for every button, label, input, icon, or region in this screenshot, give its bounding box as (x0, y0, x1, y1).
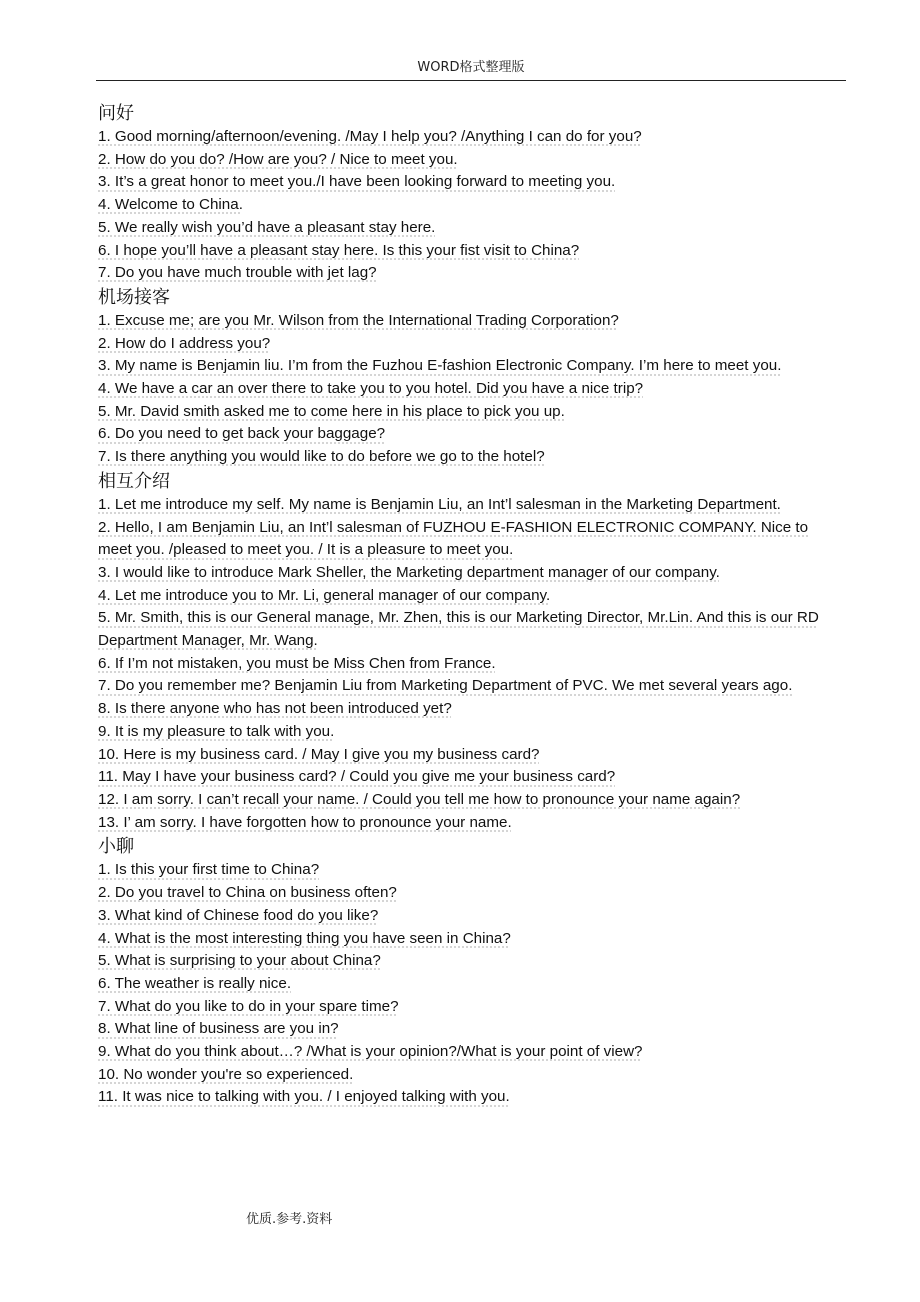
list-item: 12. I am sorry. I can’t recall your name. / Could you tell me how to pronounce your name again? (98, 790, 741, 808)
list-item: 3. I would like to introduce Mark Sheller, the Marketing department manager of our company. (98, 563, 720, 581)
list-item: 1. Excuse me; are you Mr. Wilson from the International Trading Corporation? (98, 311, 619, 329)
list-item: 4. What is the most interesting thing you have seen in China? (98, 929, 511, 947)
list-item: 6. Do you need to get back your baggage? (98, 425, 386, 443)
list-item: 7. What do you like to do in your spare time? (98, 997, 399, 1015)
section-title: 相互介绍 (98, 470, 170, 492)
list-item: 10. No wonder you're so experienced. (98, 1065, 354, 1083)
page-header (96, 58, 846, 81)
list-item: 4. Let me introduce you to Mr. Li, general manager of our company. (98, 586, 551, 604)
section-title: 问好 (98, 103, 134, 124)
list-item: 8. Is there anyone who has not been introduced yet? (98, 700, 452, 718)
list-item: 1. Good morning/afternoon/evening. /May I help you? /Anything I can do for you? (98, 128, 642, 145)
list-item: 6. I hope you’ll have a pleasant stay here. Is this your fist visit to China? (98, 241, 580, 259)
list-item: 13. I’ am sorry. I have forgotten how to pronounce your name. (98, 813, 512, 831)
list-item: 2. Hello, I am Benjamin Liu, an Int’l salesman of FUZHOU E-FASHION ELECTRONIC COMPANY. Nice to meet you. /pleased to meet you. / It is a pleasure to meet you. (98, 518, 809, 559)
list-item: 10. Here is my business card. / May I give you my business card? (98, 745, 540, 763)
document-body (98, 101, 843, 1109)
list-item: 2. How do you do? /How are you? / Nice to meet you. (98, 150, 458, 168)
list-item: 3. It’s a great honor to meet you./I have been looking forward to meeting you. (98, 173, 616, 191)
list-item: 9. What do you think about…? /What is your opinion?/What is your point of view? (98, 1043, 643, 1061)
list-item: 2. Do you travel to China on business often? (98, 884, 397, 902)
page-footer (246, 1210, 332, 1230)
section-introductions (98, 469, 843, 835)
list-item: 7. Do you remember me? Benjamin Liu from Marketing Department of PVC. We met several years ago. (98, 677, 793, 695)
list-item: 4. Welcome to China. (98, 196, 243, 214)
list-item: 11. May I have your business card? / Could you give me your business card? (98, 768, 616, 786)
list-item: 1. Let me introduce my self. My name is Benjamin Liu, an Int’l salesman in the Marketing Department. (98, 495, 781, 513)
list-item: 1. Is this your first time to China? (98, 861, 320, 879)
list-item: 3. What kind of Chinese food do you like? (98, 906, 379, 924)
list-item: 6. The weather is really nice. (98, 974, 292, 992)
list-item: 5. Mr. Smith, this is our General manage, Mr. Zhen, this is our Marketing Director, Mr.Lin. And this is our RD Department Manager, Mr. Wang. (98, 609, 819, 650)
header-title: WORD格式整理版 (417, 60, 525, 75)
section-small-talk (98, 834, 843, 1109)
list-item: 4. We have a car an over there to take you to you hotel. Did you have a nice trip? (98, 380, 644, 398)
list-item: 11. It was nice to talking with you. / I enjoyed talking with you. (98, 1088, 510, 1106)
list-item: 7. Is there anything you would like to do before we go to the hotel? (98, 448, 545, 466)
section-title: 机场接客 (98, 286, 170, 308)
list-item: 5. We really wish you’d have a pleasant stay here. (98, 218, 436, 236)
list-item: 6. If I’m not mistaken, you must be Miss Chen from France. (98, 654, 496, 672)
section-greetings (98, 101, 843, 285)
section-airport-pickup (98, 285, 843, 469)
list-item: 7. Do you have much trouble with jet lag? (98, 264, 377, 282)
list-item: 9. It is my pleasure to talk with you. (98, 722, 335, 740)
list-item: 5. Mr. David smith asked me to come here in his place to pick you up. (98, 402, 565, 420)
footer-text: 优质.参考.资料 (246, 1212, 333, 1227)
section-title: 小聊 (98, 836, 134, 858)
list-item: 2. How do I address you? (98, 334, 271, 352)
list-item: 3. My name is Benjamin liu. I’m from the Fuzhou E-fashion Electronic Company. I’m here to meet you. (98, 357, 782, 375)
list-item: 8. What line of business are you in? (98, 1020, 339, 1038)
list-item: 5. What is surprising to your about China? (98, 952, 381, 970)
